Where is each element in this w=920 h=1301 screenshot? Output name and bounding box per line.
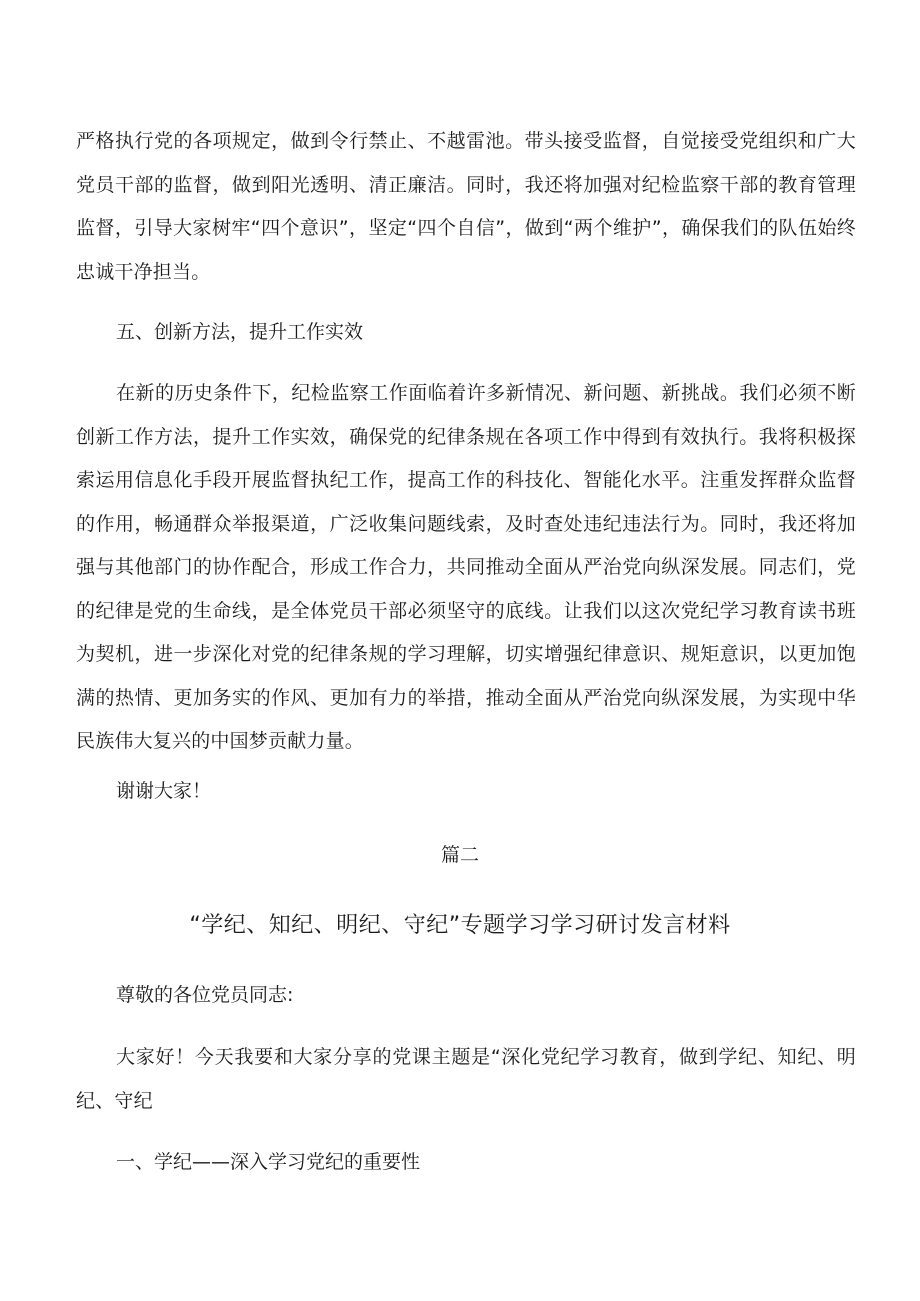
section-heading-one: 一、学纪——深入学习党纪的重要性	[116, 1151, 421, 1173]
closing-thanks: 谢谢大家！	[116, 780, 212, 802]
document-title: “学纪、知纪、明纪、守纪”专题学习学习研讨发言材料	[189, 913, 731, 938]
paragraph-intro: 大家好！今天我要和大家分享的党课主题是“深化党纪学习教育，做到学纪、知纪、明纪、守纪	[76, 1046, 856, 1112]
paragraph-section-five: 在新的历史条件下，纪检监察工作面临着许多新情况、新问题、新挑战。我们必须不断创新工作方法，提升工作实效，确保党的纪律条规在各项工作中得到有效执行。我将积极探索运用信息化手段开展监督执纪工作，提高工作的科技化、智能化水平。注重发挥群众监督的作用，畅通群众举报渠道，广泛收集问题线索，及时查处违纪违法行为。同时，我还将加强与其他部门的协作配合，形成工作合力，共同推动全面从严治党向纵深发展。同志们，党的纪律是党的生命线，是全体党员干部必须坚守的底线。让我们以这次党纪学习教育读书班为契机，进一步深化对党的纪律条规的学习理解，切实增强纪律意识、规矩意识，以更加饱满的热情、更加务实的作风、更加有力的举措，推动全面从严治党向纵深发展，为实现中华民族伟大复兴的中国梦贡献力量。	[76, 382, 856, 752]
section-label: 篇二	[440, 844, 479, 866]
salutation: 尊敬的各位党员同志:	[116, 984, 294, 1006]
section-heading-five: 五、创新方法，提升工作实效	[116, 321, 364, 343]
paragraph-continued: 严格执行党的各项规定，做到令行禁止、不越雷池。带头接受监督，自觉接受党组织和广大党员干部的监督，做到阳光透明、清正廉洁。同时，我还将加强对纪检监察干部的教育管理监督，引导大家树牢“四个意识”，坚定“四个自信”，做到“两个维护”，确保我们的队伍始终忠诚干净担当。	[76, 130, 856, 283]
